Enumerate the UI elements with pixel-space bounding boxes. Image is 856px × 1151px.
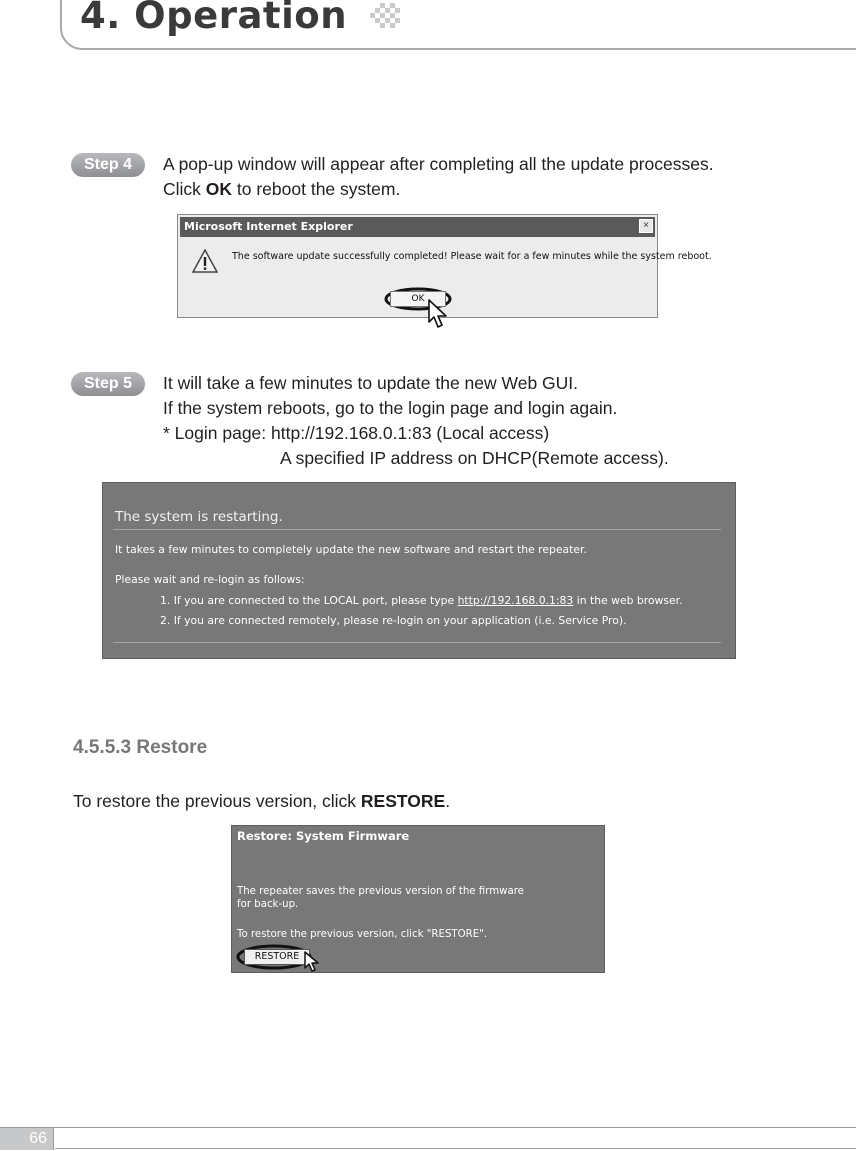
chapter-title: 4. Operation	[80, 0, 348, 37]
step-4-badge: Step 4	[71, 153, 145, 177]
cursor-pointer-icon	[428, 299, 450, 329]
restart-item-2: 2. If you are connected remotely, please re-login on your application (i.e. Service Pro).	[160, 614, 627, 627]
divider	[113, 529, 721, 530]
divider	[113, 642, 721, 643]
section-heading-restore: 4.5.5.3 Restore	[73, 737, 208, 758]
restart-screenshot-panel	[102, 482, 736, 659]
step-5-line-4: A specified IP address on DHCP(Remote access).	[280, 448, 669, 468]
restart-item-1: 1. If you are connected to the LOCAL port, please type http://192.168.0.1:83 in the web browser.	[160, 594, 683, 607]
step-5-badge: Step 5	[71, 372, 145, 396]
restore-panel-line-2: for back-up.	[237, 899, 299, 910]
step-5-line-1: It will take a few minutes to update the new Web GUI.	[163, 373, 579, 393]
ok-button[interactable]: OK	[390, 291, 446, 307]
restart-title: The system is restarting.	[115, 509, 283, 525]
restore-screenshot-panel	[231, 825, 605, 973]
restore-panel-line-3: To restore the previous version, click "RESTORE".	[237, 929, 488, 940]
step-5-line-2: If the system reboots, go to the login page and login again.	[163, 398, 618, 418]
restore-button[interactable]: RESTORE	[244, 949, 310, 965]
checker-decoration-icon	[368, 3, 402, 33]
local-login-link[interactable]: http://192.168.0.1:83	[457, 594, 574, 607]
step-4-line-1: A pop-up window will appear after completing all the update processes.	[163, 154, 714, 174]
warning-icon	[192, 249, 218, 273]
restore-panel-line-1: The repeater saves the previous version of the firmware	[237, 886, 524, 897]
dialog-title: Microsoft Internet Explorer	[180, 217, 655, 237]
ie-alert-dialog	[177, 214, 712, 318]
close-icon[interactable]: ×	[639, 219, 653, 233]
restore-panel-title: Restore: System Firmware	[237, 829, 410, 843]
restore-instruction: To restore the previous version, click RESTORE.	[73, 791, 451, 811]
step-5-line-3: * Login page: http://192.168.0.1:83 (Local access)	[163, 423, 550, 443]
restart-line-2: Please wait and re-login as follows:	[115, 573, 305, 586]
cursor-pointer-icon	[304, 951, 324, 973]
dialog-message: The software update successfully completed! Please wait for a few minutes while the system reboot.	[232, 251, 712, 262]
restart-line-1: It takes a few minutes to completely update the new software and restart the repeater.	[115, 543, 587, 556]
footer-rule	[0, 1127, 856, 1128]
step-4-line-2: Click OK to reboot the system.	[163, 179, 401, 199]
page-number: 66	[0, 1128, 54, 1150]
footer-rule	[55, 1148, 856, 1149]
